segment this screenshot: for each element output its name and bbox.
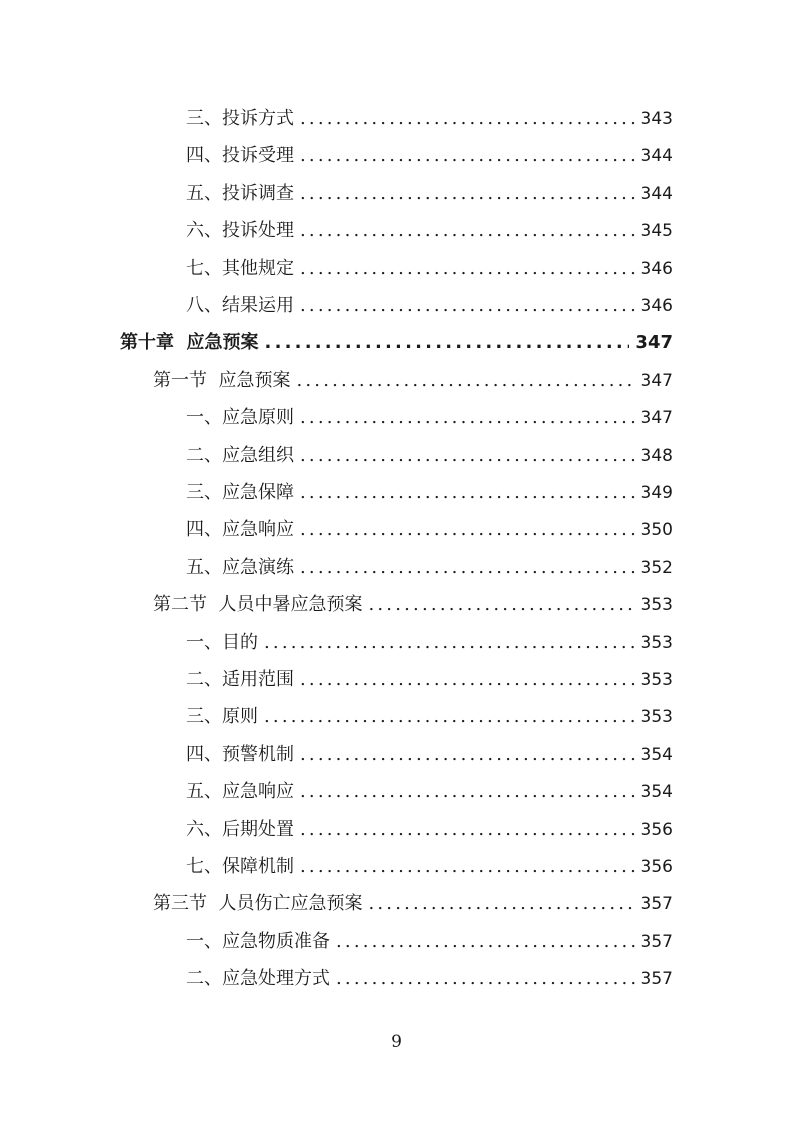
toc-entry-page: 353 [640,670,673,690]
dot-leader [300,474,635,511]
toc-entry-page: 353 [640,707,673,728]
toc-entry-title: 五、应急演练 [186,556,294,578]
toc-entry-title: 八、结果运用 [186,295,294,316]
toc-section-entry[interactable] [153,362,673,399]
toc-entry-page: 347 [640,408,673,429]
toc-entry-title: 二、应急处理方式 [186,968,330,990]
toc-entry-title: 五、投诉调查 [186,182,294,204]
toc-entry-title: 四、投诉受理 [186,145,294,167]
toc-entry-page: 354 [640,782,673,803]
toc-entry-page: 354 [640,744,673,765]
toc-entry-title: 第二节 人员中暑应急预案 [153,594,363,616]
toc-item-entry[interactable] [186,137,673,174]
dot-leader [300,137,635,174]
toc-item-entry[interactable] [186,960,673,997]
toc-item-entry[interactable] [186,250,673,287]
toc-entry-title: 六、后期处置 [186,818,294,840]
toc-entry-title: 第十章 应急预案 [120,332,259,354]
dot-leader [300,100,635,137]
toc-entry-page: 344 [640,146,673,167]
toc-item-entry[interactable] [186,437,673,474]
toc-entry-page: 346 [640,258,673,279]
toc-entry-page: 347 [635,332,673,354]
toc-entry-page: 357 [640,969,673,990]
toc-entry-title: 三、投诉方式 [186,108,294,129]
toc-entry-page: 349 [640,483,673,503]
toc-entry-title: 七、其他规定 [186,257,294,279]
toc-item-entry[interactable] [186,100,673,137]
toc-entry-title: 一、应急原则 [186,407,294,429]
toc-item-entry[interactable] [186,287,673,324]
dot-leader [300,175,635,212]
dot-leader [300,287,635,324]
toc-item-entry[interactable] [186,811,673,848]
dot-leader [300,736,635,773]
toc-item-entry[interactable] [186,848,673,885]
toc-entry-page: 356 [640,819,673,840]
dot-leader [300,399,635,436]
toc-entry-page: 356 [640,857,673,877]
toc-entry-title: 六、投诉处理 [186,220,294,242]
toc-entry-title: 四、应急响应 [186,519,294,541]
toc-entry-page: 344 [640,183,673,204]
toc-item-entry[interactable] [186,399,673,436]
dot-leader [300,549,635,586]
dot-leader [300,848,635,885]
toc-item-entry[interactable] [186,698,673,735]
page-number: 9 [391,1032,402,1052]
toc-entry-title: 第一节 应急预案 [153,369,291,391]
toc-entry-title: 二、应急组织 [186,444,294,466]
toc-entry-title: 一、目的 [186,631,258,653]
toc-item-entry[interactable] [186,661,673,698]
toc-item-entry[interactable] [186,212,673,249]
toc-entry-page: 353 [640,632,673,653]
toc-entry-page: 348 [640,445,673,466]
toc-item-entry[interactable] [186,736,673,773]
dot-leader [264,698,635,735]
toc-entry-page: 346 [640,296,673,316]
toc-item-entry[interactable] [186,773,673,810]
toc-entry-page: 350 [640,520,673,541]
dot-leader [300,773,635,810]
toc-entry-page: 353 [640,595,673,616]
toc-entry-title: 一、应急物质准备 [186,930,330,952]
toc-entry-title: 第三节 人员伤亡应急预案 [153,893,363,915]
toc-section-entry[interactable] [153,586,673,623]
toc-entry-title: 三、应急保障 [186,482,294,503]
toc-item-entry[interactable] [186,549,673,586]
toc-entry-page: 357 [640,894,673,915]
toc-item-entry[interactable] [186,175,673,212]
toc-entry-page: 352 [640,557,673,578]
dot-leader [300,250,635,287]
toc-chapter-entry[interactable] [120,324,673,361]
toc-entry-title: 四、预警机制 [186,743,294,765]
dot-leader [336,923,635,960]
toc-item-entry[interactable] [186,624,673,661]
toc-entry-page: 357 [640,931,673,952]
toc-entry-page: 343 [640,109,673,129]
dot-leader [368,885,634,922]
dot-leader [300,212,635,249]
toc-section-entry[interactable] [153,885,673,922]
toc-entry-page: 347 [640,370,673,391]
dot-leader [300,661,635,698]
dot-leader [264,624,635,661]
dot-leader [265,324,630,361]
toc-item-entry[interactable] [186,511,673,548]
toc-entry-title: 三、原则 [186,706,258,728]
dot-leader [336,960,635,997]
dot-leader [368,586,634,623]
dot-leader [300,511,635,548]
toc-item-entry[interactable] [186,923,673,960]
dot-leader [296,362,634,399]
toc-entry-title: 五、应急响应 [186,781,294,803]
dot-leader [300,811,635,848]
toc-item-entry[interactable] [186,474,673,511]
toc-entry-title: 二、适用范围 [186,669,294,690]
dot-leader [300,437,635,474]
toc-entry-title: 七、保障机制 [186,856,294,877]
toc-entry-page: 345 [640,221,673,242]
